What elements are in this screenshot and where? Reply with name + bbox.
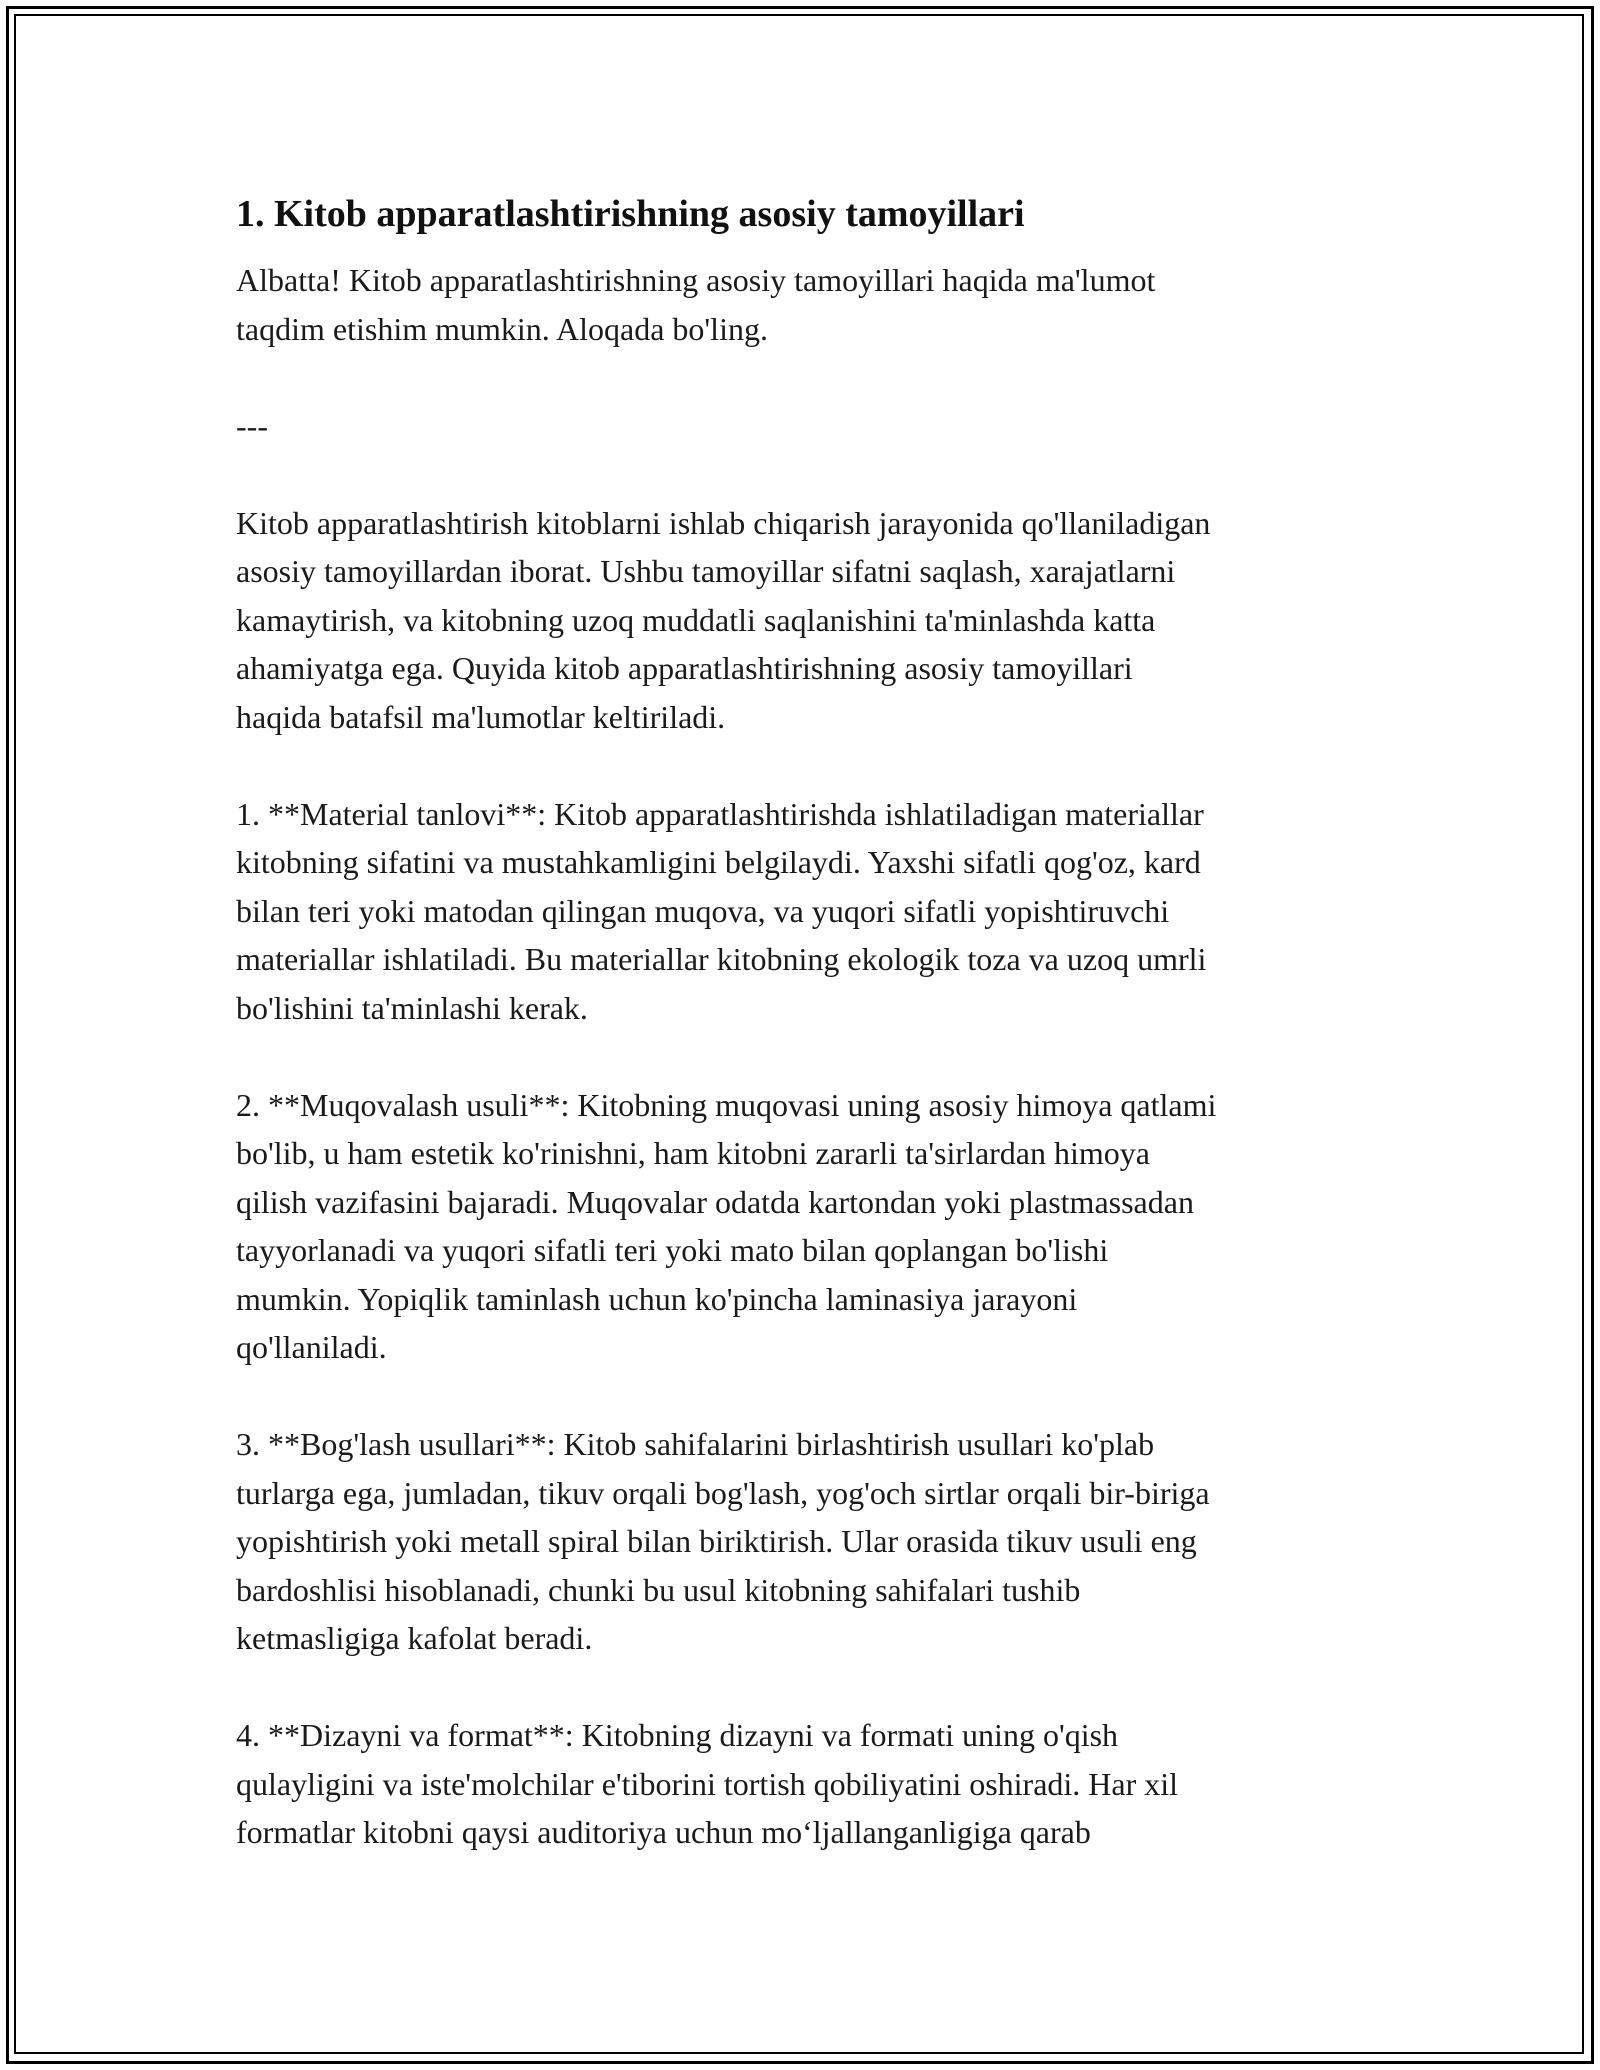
list-item-design-format: 4. **Dizayni va format**: Kitobning dizayni va formati uning o'qish qulayligini va iste'molchilar e'tiborini tortish qobiliyatini oshiradi. Har xil formatlar kitobni qaysi auditoriya uchun mo‘ljallanganligiga qarab — [236, 1717, 1179, 1850]
list-item-binding-methods: 3. **Bog'lash usullari**: Kitob sahifalarini birlashtirish usullari ko'plab turlarga ega, jumladan, tikuv orqali bog'lash, yog'och sirtlar orqali bir-biriga yopishtirish yoki metall spiral bilan biriktirish. Ular orasida tikuv usuli eng bardoshlisi hisoblanadi, chunki bu usul kitobning sahifalari tushib ketmasligiga kafolat beradi. — [236, 1426, 1210, 1656]
document-body — [236, 186, 1366, 1905]
intro-paragraph: Albatta! Kitob apparatlashtirishning asosiy tamoyillari haqida ma'lumot taqdim etishim mumkin. Aloqada bo'ling. — [236, 262, 1156, 347]
overview-paragraph: Kitob apparatlashtirish kitoblarni ishlab chiqarish jarayonida qo'llaniladigan asosiy tamoyillardan iborat. Ushbu tamoyillar sifatni saqlash, xarajatlarni kamaytirish, va kitobning uzoq muddatli saqlanishini ta'minlashda katta ahamiyatga ega. Quyida kitob apparatlashtirishning asosiy tamoyillari haqida batafsil ma'lumotlar keltiriladi. — [236, 504, 1211, 735]
document-title: 1. Kitob apparatlashtirishning asosiy tamoyillari — [236, 193, 1025, 235]
separator-line: --- — [236, 407, 268, 444]
list-item-binding-cover: 2. **Muqovalash usuli**: Kitobning muqovasi uning asosiy himoya qatlami bo'lib, u ham estetik ko'rinishni, ham kitobni zararli ta'sirlardan himoya qilish vazifasini bajaradi. Muqovalar odatda kartondan yoki plastmassadan tayyorlanadi va yuqori sifatli teri yoki mato bilan qoplangan bo'lishi mumkin. Yopiqlik taminlash uchun ko'pincha laminasiya jarayoni qo'llaniladi. — [236, 1086, 1217, 1365]
list-item-material: 1. **Material tanlovi**: Kitob apparatlashtirishda ishlatiladigan materiallar kitobning sifatini va mustahkamligini belgilaydi. Yaxshi sifatli qog'oz, kard bilan teri yoki matodan qilingan muqova, va yuqori sifatli yopishtiruvchi materiallar ishlatiladi. Bu materiallar kitobning ekologik toza va uzoq umrli bo'lishini ta'minlashi kerak. — [236, 795, 1207, 1026]
